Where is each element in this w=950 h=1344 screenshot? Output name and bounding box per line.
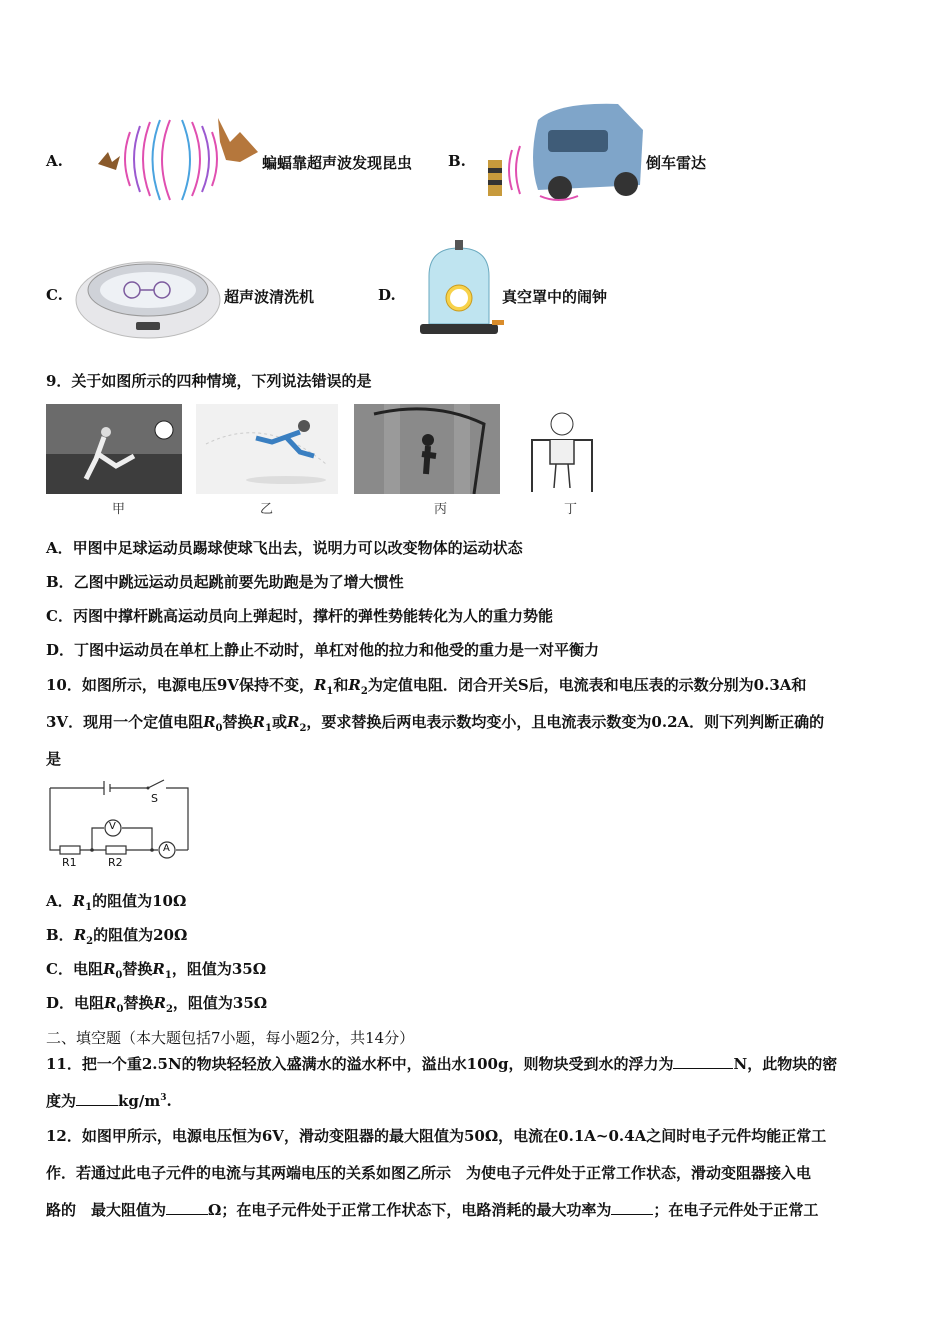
illustration-horizontal-bar: [526, 404, 598, 494]
reversing-radar-illustration: [478, 100, 646, 210]
q9-option-d: D．丁图中运动员在单杠上静止不动时，单杠对他的拉力和他受的重力是一对平衡力: [46, 641, 600, 659]
q12-line-1: 12．如图甲所示，电源电压恒为6V，滑动变阻器的最大阻值为50Ω，电流在0.1A~0.4A之间时电子元件均能正常工: [46, 1127, 827, 1145]
switch-label: S: [151, 792, 158, 805]
option-a-text: 蝙蝠靠超声波发现昆虫: [262, 154, 413, 172]
circuit-diagram: [46, 778, 196, 874]
q9-option-b: B．乙图中跳远运动员起跳前要先助跑是为了增大惯性: [46, 573, 404, 591]
q12-line-3: 路的 最大阻值为 Ω；在电子元件处于正常工作状态下，电路消耗的最大功率为 ；在电子元件处于正常工: [46, 1201, 819, 1219]
q12-line-2: 作．若通过此电子元件的电流与其两端电压的关系如图乙所示 为使电子元件处于正常工作状态，滑动变阻器接入电: [46, 1164, 812, 1182]
bell-jar-clock-illustration: [414, 236, 504, 344]
option-c-letter: C.: [46, 286, 63, 304]
q10-option-b: B．$R_2$的阻值为20Ω: [46, 926, 188, 947]
option-b-text: 倒车雷达: [646, 154, 707, 172]
q10-option-d: D．电阻$R_0$替换$R_2$，阻值为35Ω: [46, 994, 268, 1015]
caption-yi: 乙: [260, 502, 274, 517]
r1-label: R1: [62, 856, 77, 869]
q10-option-c: C．电阻$R_0$替换$R_1$，阻值为35Ω: [46, 960, 267, 981]
q11-line-1: 11．把一个重2.5N的物块轻轻放入盛满水的溢水杯中，溢出水100g，则物块受到水的浮力为 N，此物块的密: [46, 1055, 838, 1073]
caption-bing: 丙: [434, 502, 448, 517]
option-c-text: 超声波清洗机: [224, 288, 315, 306]
q12-blank-2[interactable]: [611, 1200, 653, 1215]
voltmeter-label: V: [109, 821, 116, 832]
caption-ding: 丁: [564, 502, 578, 517]
q11-blank-2[interactable]: [76, 1091, 118, 1106]
q10-line-1: 10．如图所示，电源电压9V保持不变，$R_1$和$R_2$为定值电阻．闭合开关S后，电流表和电压表的示数分别为0.3A和: [46, 676, 807, 697]
q12-blank-1[interactable]: [166, 1200, 208, 1215]
q11-blank-1[interactable]: [673, 1054, 733, 1069]
ultrasonic-cleaner-illustration: [74, 250, 222, 342]
q10-line-3: 是: [46, 750, 62, 768]
option-d-text: 真空罩中的闹钟: [502, 288, 608, 306]
q10-option-a: A．$R_1$的阻值为10Ω: [46, 892, 187, 913]
r2-label: R2: [108, 856, 123, 869]
option-a-letter: A.: [46, 152, 63, 170]
option-b-letter: B.: [448, 152, 466, 170]
q9-option-c: C．丙图中撑杆跳高运动员向上弹起时，撑杆的弹性势能转化为人的重力势能: [46, 607, 553, 625]
q10-line-2: 3V．现用一个定值电阻$R_0$替换$R_1$或$R_2$，要求替换后两电表示数均变小，且电流表示数变为0.2A．则下列判断正确的: [46, 713, 825, 734]
illustration-long-jump: [196, 404, 338, 494]
option-d-letter: D.: [378, 286, 396, 304]
bat-ultrasound-illustration: [90, 112, 260, 207]
photo-pole-vault: [354, 404, 500, 494]
section-2-heading: 二、填空题（本大题包括7小题，每小题2分，共14分）: [46, 1029, 415, 1047]
ammeter-label: A: [163, 843, 170, 854]
photo-football-kick: [46, 404, 182, 494]
caption-jia: 甲: [112, 502, 126, 517]
q11-line-2: 度为 $kg/m^3$.: [46, 1092, 172, 1110]
q9-stem: 9．关于如图所示的四种情境，下列说法错误的是: [46, 372, 372, 390]
q9-option-a: A．甲图中足球运动员踢球使球飞出去，说明力可以改变物体的运动状态: [46, 539, 523, 557]
